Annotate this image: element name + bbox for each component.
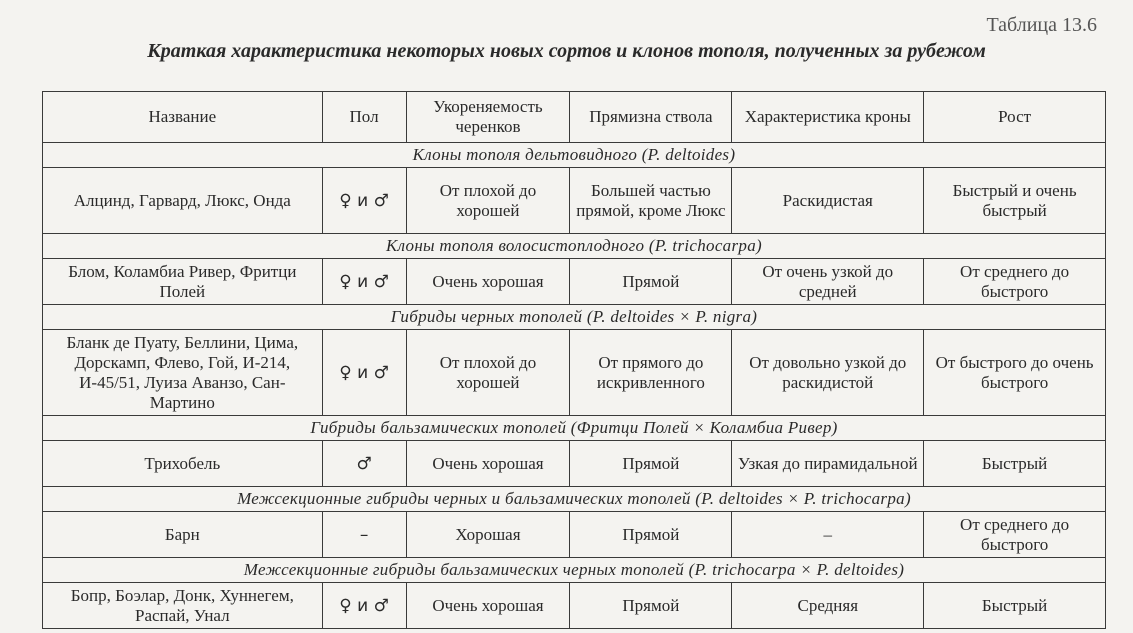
header-name: Название: [43, 92, 323, 143]
cell-straightness: Прямой: [570, 512, 732, 558]
table-row: [43, 168, 1106, 234]
cell-rooting: От плохой до хорошей: [406, 168, 570, 234]
group-title-row: [43, 558, 1106, 583]
group-title-row: [43, 416, 1106, 441]
table-row: [43, 583, 1106, 629]
cell-straightness: Прямой: [570, 441, 732, 487]
cell-growth: От быстрого до очень быстрого: [924, 330, 1106, 416]
group-title-row: [43, 143, 1106, 168]
cell-crown: –: [732, 512, 924, 558]
cell-crown: Раскидистая: [732, 168, 924, 234]
cell-straightness: От прямого до искривленного: [570, 330, 732, 416]
cell-straightness: Прямой: [570, 583, 732, 629]
group-title: Межсекционные гибриды черных и бальзамических тополей (P. deltoides × P. trichocarpa): [43, 487, 1106, 512]
cell-rooting: Очень хорошая: [406, 441, 570, 487]
cell-sex: ♀ и ♂: [322, 583, 406, 629]
table-row: [43, 441, 1106, 487]
header-growth: Рост: [924, 92, 1106, 143]
cell-rooting: Очень хорошая: [406, 259, 570, 305]
cell-rooting: Хорошая: [406, 512, 570, 558]
cell-growth: Быстрый: [924, 583, 1106, 629]
group-title-row: [43, 487, 1106, 512]
cell-crown: Узкая до пирамидальной: [732, 441, 924, 487]
cell-sex: ♀ и ♂: [322, 259, 406, 305]
cell-straightness: Прямой: [570, 259, 732, 305]
cell-rooting: Очень хорошая: [406, 583, 570, 629]
group-title: Клоны тополя волосистоплодного (P. trichocarpa): [43, 234, 1106, 259]
cell-name: Алцинд, Гарвард, Люкс, Онда: [43, 168, 323, 234]
cell-crown: От очень узкой до средней: [732, 259, 924, 305]
cell-rooting: От плохой до хорошей: [406, 330, 570, 416]
table-number: Таблица 13.6: [986, 14, 1097, 36]
header-sex: Пол: [322, 92, 406, 143]
cell-name: Трихобель: [43, 441, 323, 487]
header-crown: Характеристика кроны: [732, 92, 924, 143]
group-title: Гибриды бальзамических тополей (Фритци Полей × Коламбиа Ривер): [43, 416, 1106, 441]
cell-name: Бопр, Боэлар, Донк, Хуннегем, Распай, Унал: [43, 583, 323, 629]
header-straightness: Прямизна ствола: [570, 92, 732, 143]
group-title-row: [43, 234, 1106, 259]
cell-name: Бланк де Пуату, Беллини, Цима, Дорскамп, Флево, Гой, И-214, И-45/51, Луиза Аванзо, Сан- Мартино: [43, 330, 323, 416]
cell-growth: От среднего до быстрого: [924, 512, 1106, 558]
cell-sex: ♀ и ♂: [322, 168, 406, 234]
table-row: [43, 330, 1106, 416]
cell-growth: Быстрый: [924, 441, 1106, 487]
cell-sex: ♂: [322, 441, 406, 487]
cell-straightness: Большей частью прямой, кроме Люкс: [570, 168, 732, 234]
group-title: Клоны тополя дельтовидного (P. deltoides): [43, 143, 1106, 168]
cell-growth: Быстрый и очень быстрый: [924, 168, 1106, 234]
cell-crown: От довольно узкой до раскидистой: [732, 330, 924, 416]
cell-sex: ♀ и ♂: [322, 330, 406, 416]
table-row: [43, 259, 1106, 305]
group-title-row: [43, 305, 1106, 330]
cell-crown: Средняя: [732, 583, 924, 629]
table-row: [43, 512, 1106, 558]
group-title: Межсекционные гибриды бальзамических черных тополей (P. trichocarpa × P. deltoides): [43, 558, 1106, 583]
header-rooting: Укореняемость черенков: [406, 92, 570, 143]
cell-name: Блом, Коламбиа Ривер, Фритци Полей: [43, 259, 323, 305]
cell-name: Барн: [43, 512, 323, 558]
cell-growth: От среднего до быстрого: [924, 259, 1106, 305]
header-row: [43, 92, 1106, 143]
group-title: Гибриды черных тополей (P. deltoides × P. nigra): [43, 305, 1106, 330]
table-title: Краткая характеристика некоторых новых сортов и клонов тополя, полученных за рубежом: [147, 40, 986, 62]
data-table: [42, 91, 1106, 629]
cell-sex: –: [322, 512, 406, 558]
